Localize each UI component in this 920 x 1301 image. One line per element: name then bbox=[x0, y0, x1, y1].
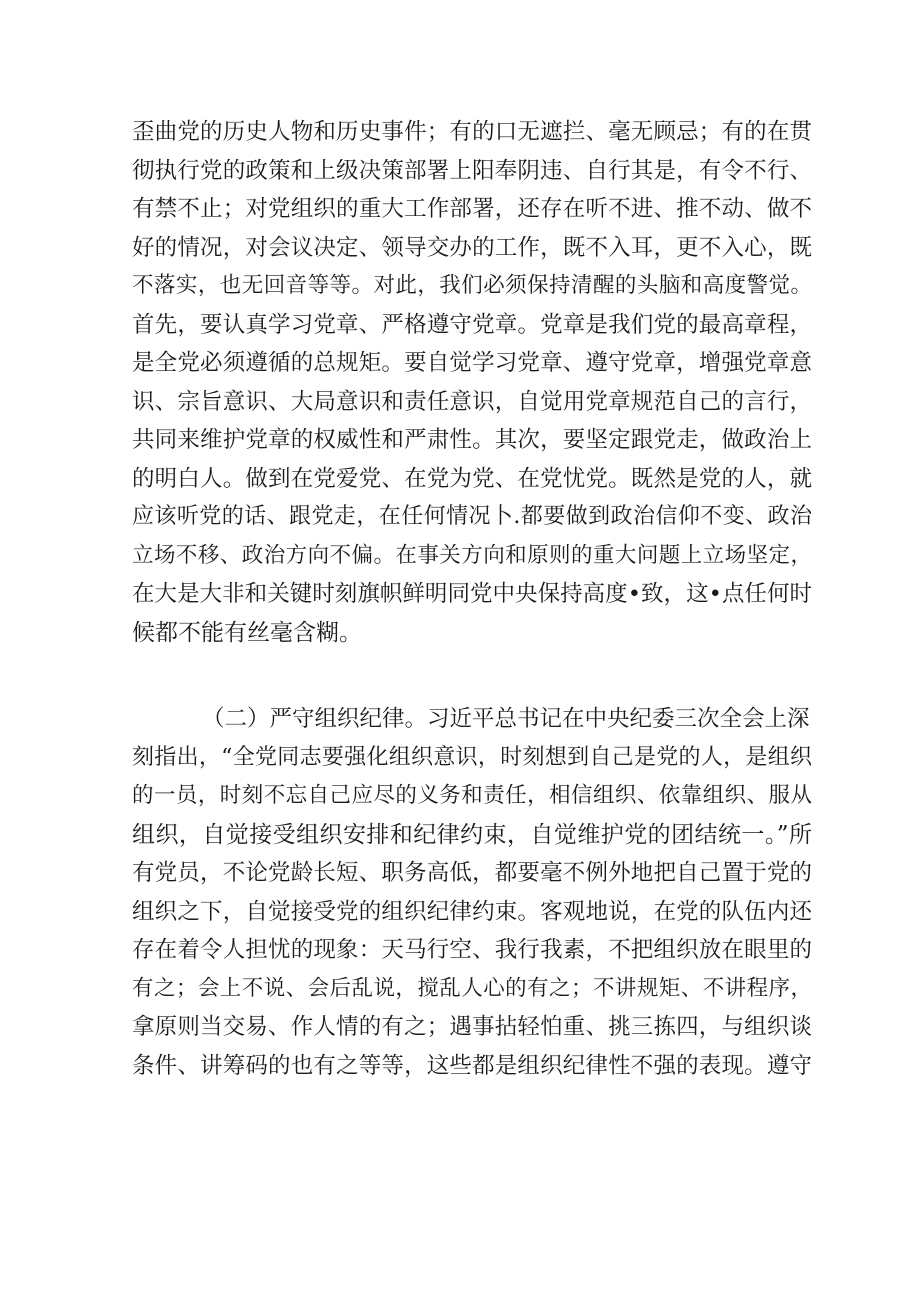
text-line: 好的情况，对会议决定、领导交办的工作，既不入耳，更不入心，既 bbox=[132, 234, 812, 261]
text-line: 立场不移、政治方向不偏。在事关方向和原则的重大问题上立场坚定， bbox=[132, 542, 812, 568]
text-line: 不落实，也无回音等等。对此，我们必须保持清醒的头脑和高度警觉。 bbox=[132, 273, 812, 298]
paragraph-2 bbox=[132, 700, 812, 1085]
text-line: 刻指出，“全党同志要强化组织意识，时刻想到自己是党的人，是组织 bbox=[132, 744, 812, 770]
text-line: 识、宗旨意识、大局意识和责任意识，自觉用党章规范自己的言行， bbox=[132, 388, 812, 415]
text-line: 条件、讲筹码的也有之等等，这些都是组织纪律性不强的表现。遵守 bbox=[132, 1052, 812, 1079]
text-line: 有党员，不论党龄长短、职务高低，都要毫不例外地把自己置于党的 bbox=[132, 860, 812, 886]
text-line: 存在着令人担忧的现象：天马行空、我行我素，不把组织放在眼里的 bbox=[132, 937, 812, 963]
text-line: 组织之下，自觉接受党的组织纪律约束。客观地说，在党的队伍内还 bbox=[132, 898, 812, 925]
text-line: 拿原则当交易、作人情的有之；遇事拈轻怕重、挑三拣四，与组织谈 bbox=[132, 1014, 812, 1040]
text-line-last: 候都不能有丝毫含糊。 bbox=[132, 619, 362, 646]
paragraph-1 bbox=[132, 113, 812, 652]
text-line: 有之；会上不说、会后乱说，搅乱人心的有之；不讲规矩、不讲程序， bbox=[132, 975, 812, 1001]
text-line: 首先，要认真学习党章、严格遵守党章。党章是我们党的最高章程， bbox=[132, 311, 812, 338]
text-line: 在大是大非和关键时刻旗帜鲜明同党中央保持高度•致，这•点任何时 bbox=[132, 581, 812, 607]
text-line: 组织，自觉接受组织安排和纪律约束，自觉维护党的团结统一。”所 bbox=[132, 821, 812, 848]
text-line: 的一员，时刻不忘自己应尽的义务和责任，相信组织、依靠组织、服从 bbox=[132, 783, 812, 808]
text-line: 彻执行党的政策和上级决策部署上阳奉阴违、自行其是，有令不行、 bbox=[132, 157, 812, 184]
text-line: 是全党必须遵循的总规矩。要自觉学习党章、遵守党章，增强党章意 bbox=[132, 350, 812, 376]
text-line: 共同来维护党章的权威性和严肃性。其次，要坚定跟党走，做政治上 bbox=[132, 427, 812, 453]
text-line: 应该听党的话、跟党走，在任何情况卜.都要做到政治信仰不变、政治 bbox=[132, 504, 812, 529]
text-line: 的明白人。做到在党爱党、在党为党、在党忧党。既然是党的人，就 bbox=[132, 465, 812, 492]
text-line: 歪曲党的历史人物和历史事件；有的口无遮拦、毫无顾忌；有的在贯 bbox=[132, 119, 812, 145]
text-line: 有禁不止；对党组织的重大工作部署，还存在听不进、推不动、做不 bbox=[132, 196, 812, 222]
section-heading-line: （二）严守组织纪律。习近平总书记在中央纪委三次全会上深 bbox=[202, 706, 810, 732]
